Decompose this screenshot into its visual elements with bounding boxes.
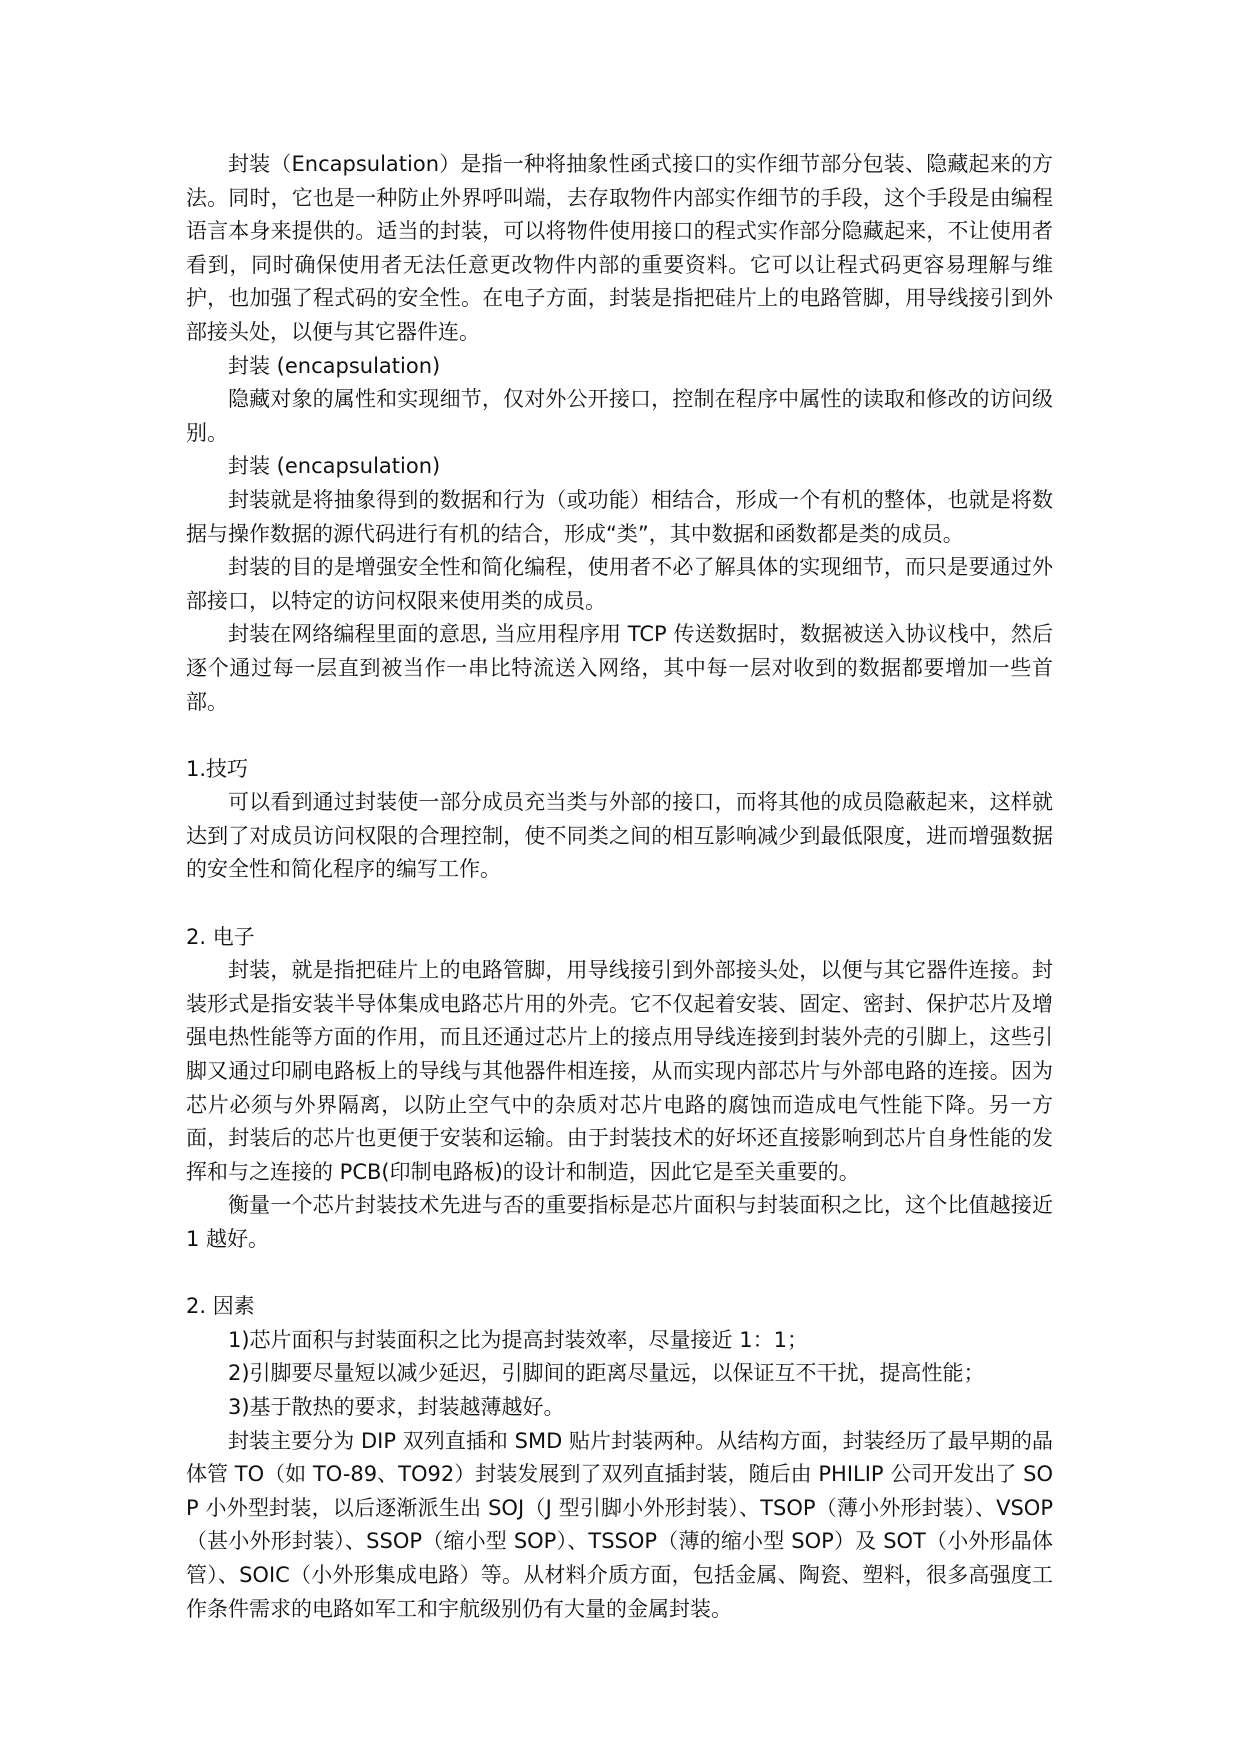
purpose-paragraph: 封装的目的是增强安全性和简化编程，使用者不必了解具体的实现细节，而只是要通过外部接口，以特定的访问权限来使用类的成员。 xyxy=(186,555,1053,613)
list-item: 1)芯片面积与封装面积之比为提高封装效率，尽量接近 1：1； xyxy=(228,1327,808,1352)
term-heading-2: 封装 (encapsulation) xyxy=(228,454,441,479)
section-3-title: 2. 因素 xyxy=(186,1294,255,1319)
document-page xyxy=(186,148,1053,1626)
network-paragraph: 封装在网络编程里面的意思, 当应用程序用 TCP 传送数据时，数据被送入协议栈中，然后逐个通过每一层直到被当作一串比特流送入网络，其中每一层对收到的数据都要增加一些首部。 xyxy=(186,622,1053,714)
intro-paragraph: 封装（Encapsulation）是指一种将抽象性函式接口的实作细节部分包装、隐藏起来的方法。同时，它也是一种防止外界呼叫端，去存取物件内部实作细节的手段，这个手段是由编程语言本身来提供的。适当的封装，可以将物件使用接口的程式实作部分隐藏起来，不让使用者看到，同时确保使用者无法任意更改物件内部的重要资料。它可以让程式码更容易理解与维护，也加强了程式码的安全性。在电子方面，封装是指把硅片上的电路管脚，用导线接引到外部接头处，以便与其它器件连。 xyxy=(186,152,1053,344)
spacer xyxy=(186,719,1053,753)
section-3-body: 封装主要分为 DIP 双列直插和 SMD 贴片封装两种。从结构方面，封装经历了最早期的晶体管 TO（如 TO-89、TO92）封装发展到了双列直插封装，随后由 PHILIP 公司开发出了 SOP 小外型封装，以后逐渐派生出 SOJ（J 型引脚小外形封装）、TSOP（薄小外形封装）、VSOP（甚小外形封装）、SSOP（缩小型 SOP）、TSSOP（薄的缩小型 SOP）及 SOT（小外形晶体管）、SOIC（小外形集成电路）等。从材料介质方面，包括金属、陶瓷、塑料，很多高强度工作条件需求的电路如军工和宇航级别仍有大量的金属封装。 xyxy=(186,1428,1053,1621)
list-item: 3)基于散热的要求，封装越薄越好。 xyxy=(228,1394,565,1419)
definition-paragraph-1: 隐藏对象的属性和实现细节，仅对外公开接口，控制在程序中属性的读取和修改的访问级别。 xyxy=(186,387,1053,445)
section-2-title: 2. 电子 xyxy=(186,924,255,949)
section-1-title: 1.技巧 xyxy=(186,756,249,781)
spacer xyxy=(186,887,1053,921)
spacer xyxy=(186,1257,1053,1291)
section-2-body: 封装，就是指把硅片上的电路管脚，用导线接引到外部接头处，以便与其它器件连接。封装形式是指安装半导体集成电路芯片用的外壳。它不仅起着安装、固定、密封、保护芯片及增强电热性能等方面的作用，而且还通过芯片上的接点用导线连接到封装外壳的引脚上，这些引脚又通过印刷电路板上的导线与其他器件相连接，从而实现内部芯片与外部电路的连接。因为芯片必须与外界隔离，以防止空气中的杂质对芯片电路的腐蚀而造成电气性能下降。另一方面，封装后的芯片也更便于安装和运输。由于封装技术的好坏还直接影响到芯片自身性能的发挥和与之连接的 PCB(印制电路板)的设计和制造，因此它是至关重要的。 xyxy=(186,958,1053,1184)
term-heading-1: 封装 (encapsulation) xyxy=(228,353,441,378)
list-item: 2)引脚要尽量短以减少延迟，引脚间的距离尽量远，以保证互不干扰，提高性能； xyxy=(228,1361,985,1386)
section-2-body-2: 衡量一个芯片封装技术先进与否的重要指标是芯片面积与封装面积之比，这个比值越接近 1 越好。 xyxy=(186,1193,1053,1251)
section-1-body: 可以看到通过封装使一部分成员充当类与外部的接口，而将其他的成员隐蔽起来，这样就达到了对成员访问权限的合理控制，使不同类之间的相互影响减少到最低限度，进而增强数据的安全性和简化程序的编写工作。 xyxy=(186,790,1053,882)
definition-paragraph-2: 封装就是将抽象得到的数据和行为（或功能）相结合，形成一个有机的整体，也就是将数据与操作数据的源代码进行有机的结合，形成“类”，其中数据和函数都是类的成员。 xyxy=(186,487,1053,546)
